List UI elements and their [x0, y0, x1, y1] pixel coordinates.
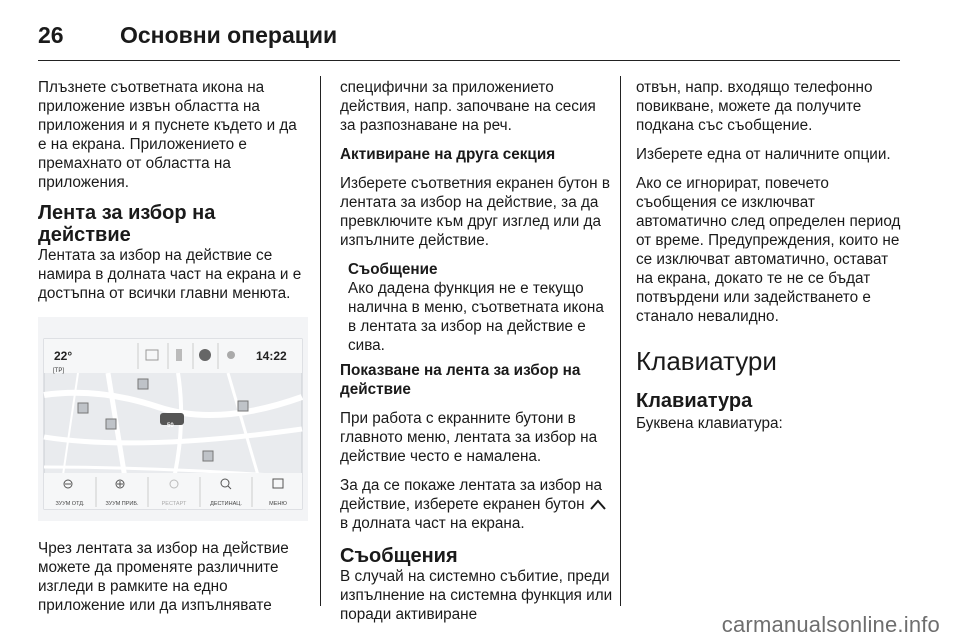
column-left [38, 78, 308, 625]
section-heading-activate: Активиране на друга секция [340, 146, 556, 163]
section-heading-show-bar: Показване на лента за избор на действие [340, 362, 581, 398]
paragraph-text: За да се покаже лентата за избор на действие, изберете екранен бутон [340, 477, 603, 513]
speed-limit-badge: 50 [167, 423, 174, 429]
intro-paragraph: Плъзнете съответната икона на приложение извън областта на приложения и я пуснете където и да е на екрана. Приложението е премахнато от областта на приложения. [38, 79, 297, 191]
paragraph: отвън, напр. входящо телефонно повикване, можете да получите подкана със съобщение. [636, 79, 873, 134]
temperature-readout: 22° [54, 349, 73, 363]
zoom-out-button: ЗУУМ ОТД. [55, 501, 85, 507]
restart-button: РЕСТАРТ [161, 501, 187, 507]
paragraph: При работа с екранните бутони в главното меню, лентата за избор на действие често е намалена. [340, 410, 598, 465]
caption-paragraph: Чрез лентата за избор на действие можете да променяте различните изгледи в рамките на едно приложение или да изпълнявате [38, 540, 289, 614]
page-title: Основни операции [120, 22, 338, 48]
section-heading-messages: Съобщения [340, 545, 458, 567]
action-bar-paragraph: Лентата за избор на действие се намира в долната част на екрана и е достъпна от всички главни менюта. [38, 247, 302, 302]
paragraph: В случай на системно събитие, преди изпълнение на системна функция или поради активиране [340, 568, 613, 623]
paragraph: Изберете съответния екранен бутон в лентата за избор на действие, за да превключите към друг изглед или да изпълните действие. [340, 175, 611, 249]
column-middle [340, 78, 615, 634]
paragraph: Ако се игнорират, повечето съобщения се изключват автоматично след определен период от време. Предупреждения, които не се изключват автоматично, остават на екрана, докато те не се бъдат потвърдени или задействането е станало невалидно. [636, 175, 901, 325]
paragraph-text: в долната част на екрана. [340, 515, 525, 532]
page-number: 26 [38, 22, 64, 48]
column-right [636, 78, 906, 443]
paragraph: Изберете една от наличните опции. [636, 146, 891, 163]
chevron-up-icon [589, 497, 607, 511]
tp-indicator: [TP] [53, 368, 65, 374]
paragraph-with-icon [340, 476, 615, 533]
paragraph: специфични за приложението действия, напр. започване на сесия за разпознаване на реч. [340, 79, 596, 134]
zoom-in-button: ЗУУМ ПРИБ. [105, 501, 139, 507]
section-heading-action-bar: Лента за избор на действие [38, 202, 216, 246]
clock-readout: 14:22 [256, 349, 287, 363]
infotainment-screenshot [38, 317, 308, 521]
note-title: Съобщение [348, 261, 438, 278]
section-heading-keyboards: Клавиатури [636, 346, 777, 376]
menu-button: МЕНЮ [269, 501, 287, 507]
subsection-heading-keyboard: Клавиатура [636, 390, 753, 412]
note-box [348, 260, 615, 355]
note-text: Ако дадена функция не е текущо налична в меню, съответната икона в лентата за избор на действие е сива. [348, 280, 604, 354]
watermark: carmanualsonline.info [721, 612, 940, 637]
destination-button: ДЕСТИНАЦ. [210, 501, 242, 507]
column-divider [320, 76, 321, 606]
column-divider [620, 76, 621, 606]
page-header [38, 14, 900, 61]
paragraph: Буквена клавиатура: [636, 415, 783, 432]
